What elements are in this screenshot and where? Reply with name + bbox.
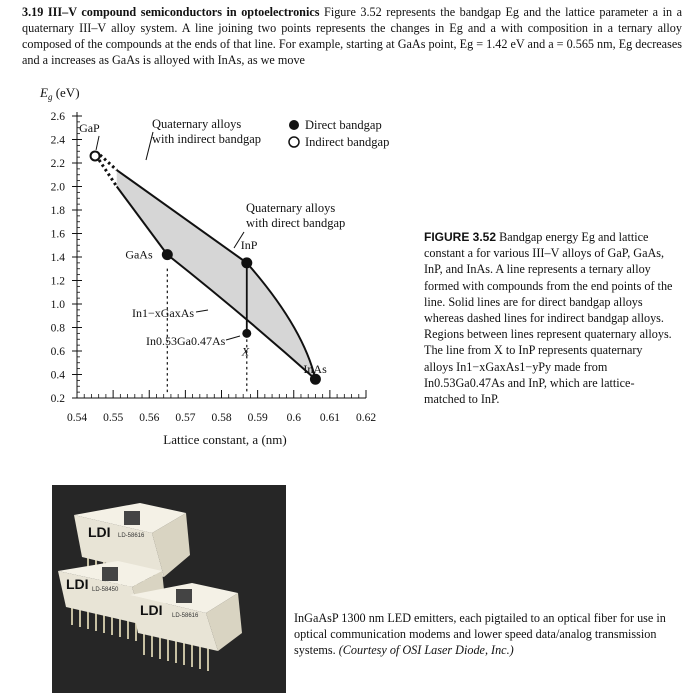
y-tick-label: 2.0 [50,181,65,194]
package-2-part: LD-58450 [92,587,119,593]
point-gap [91,151,100,160]
y-tick-label: 2.2 [50,158,65,170]
x-tick-label: 0.58 [211,412,232,424]
y-tick-label: 0.4 [50,369,65,382]
line-gap-inp-indirect [100,155,117,170]
x-tick-label: 0.59 [247,412,268,424]
chart-labels [79,117,389,376]
photo-caption [294,610,684,659]
leader-indirect [146,132,153,160]
label-inp: InP [240,237,258,252]
y-tick-label: 1.2 [50,275,65,288]
annotation-ingaas: In1−xGaxAs [132,306,195,320]
package-3-datamatrix [176,589,192,603]
annotation-indirect-1: Quaternary alloys [152,117,242,131]
annotation-indirect-2: with indirect bandgap [152,132,261,146]
annotation-in053ga047as: In0.53Ga0.47As [146,334,226,348]
problem-number: 3.19 [22,5,44,19]
y-tick-label: 0.8 [50,322,65,335]
problem-text: Figure 3.52 represents the bandgap Eg and the lattice parameter a in a quaternary III–V alloy system. A line joining two points represents the changes in Eg and a with composition in a ternary alloy composed of the compounds at the ends of that line. For example, starting at GaAs point, Eg = 1.42 eV and a = 0.565 nm, Eg decreases and a increases as GaAs is alloyed with InAs, as we move [22,5,683,67]
figure-caption-text: Bandgap energy Eg and lattice constant a for various III–V alloys of GaP, GaAs, InP, and InAs. A line represents a ternary alloy formed with compounds from the end points of the line. Solid lines are for direct bandgap alloys whereas dashed lines for indirect bandgap alloys. Regions between lines represent quaternary alloys. The line from X to InP represents quaternary alloys In1−xGaxAs1−yPy made from In0.53Ga0.47As and InP, which are lattice-matched to InP. [424,230,673,407]
x-tick-label: 0.61 [319,412,340,424]
figure-caption-label: FIGURE 3.52 [424,230,497,244]
annotation-direct-1: Quaternary alloys [246,201,336,215]
y-tick-label: 1.6 [50,228,65,241]
package-1-brand: LDI [88,524,111,540]
y-tick-label: 1.8 [50,205,65,217]
y-tick-label: 0.6 [50,346,65,358]
x-axis-label: Lattice constant, a (nm) [163,432,287,447]
x-tick-label: 0.62 [355,412,377,424]
package-3-brand: LDI [140,602,163,618]
legend-direct-marker [289,120,299,130]
point-gaas [163,250,172,259]
package-2-datamatrix [102,567,118,581]
y-tick-label: 2.6 [50,111,65,123]
label-gaas: GaAs [125,247,153,262]
y-tick-label: 1.4 [50,252,65,264]
label-x: X [241,344,250,359]
leader-gap [96,136,99,150]
photo-caption-text: InGaAsP 1300 nm LED emitters, each pigtailed to an optical fiber for use in optical communication modems and lower speed data/analog transmission systems. [294,611,666,658]
x-tick-label: 0.57 [175,412,196,424]
figure-3-52 [30,82,415,467]
y-tick-label: 1.0 [50,299,65,311]
package-2-brand: LDI [66,576,89,592]
point-x [242,329,251,338]
y-tick-label: 2.4 [50,134,65,147]
label-inas: InAs [303,362,327,377]
leader-in053 [226,336,240,340]
x-tick-label: 0.56 [139,412,160,424]
package-1-part: LD-58616 [118,533,145,539]
y-axis-label: $E_g$ (eV) [40,85,80,102]
legend-indirect-label: Indirect bandgap [305,135,390,149]
led-emitters-photo [52,485,286,693]
annotation-direct-2: with direct bandgap [246,216,346,230]
x-tick-label: 0.54 [66,412,88,424]
legend-indirect-marker [289,137,299,147]
photo-credit: (Courtesy of OSI Laser Diode, Inc.) [338,643,514,658]
problem-title: III–V compound semiconductors in optoelectronics [47,5,320,19]
x-tick-label: 0.6 [286,412,301,424]
point-inp [242,258,251,267]
problem-3-19 [22,4,682,68]
package-1-datamatrix [124,511,140,525]
package-3-part: LD-58616 [172,613,199,619]
legend-direct-label: Direct bandgap [305,118,382,132]
y-tick-label: 0.2 [50,393,65,405]
x-tick-label: 0.55 [103,412,124,424]
leader-ingaas [196,310,208,312]
bandgap-chart [30,82,415,462]
label-gap: GaP [79,120,100,135]
figure-caption [424,229,674,407]
led-photo-illustration [52,485,286,693]
